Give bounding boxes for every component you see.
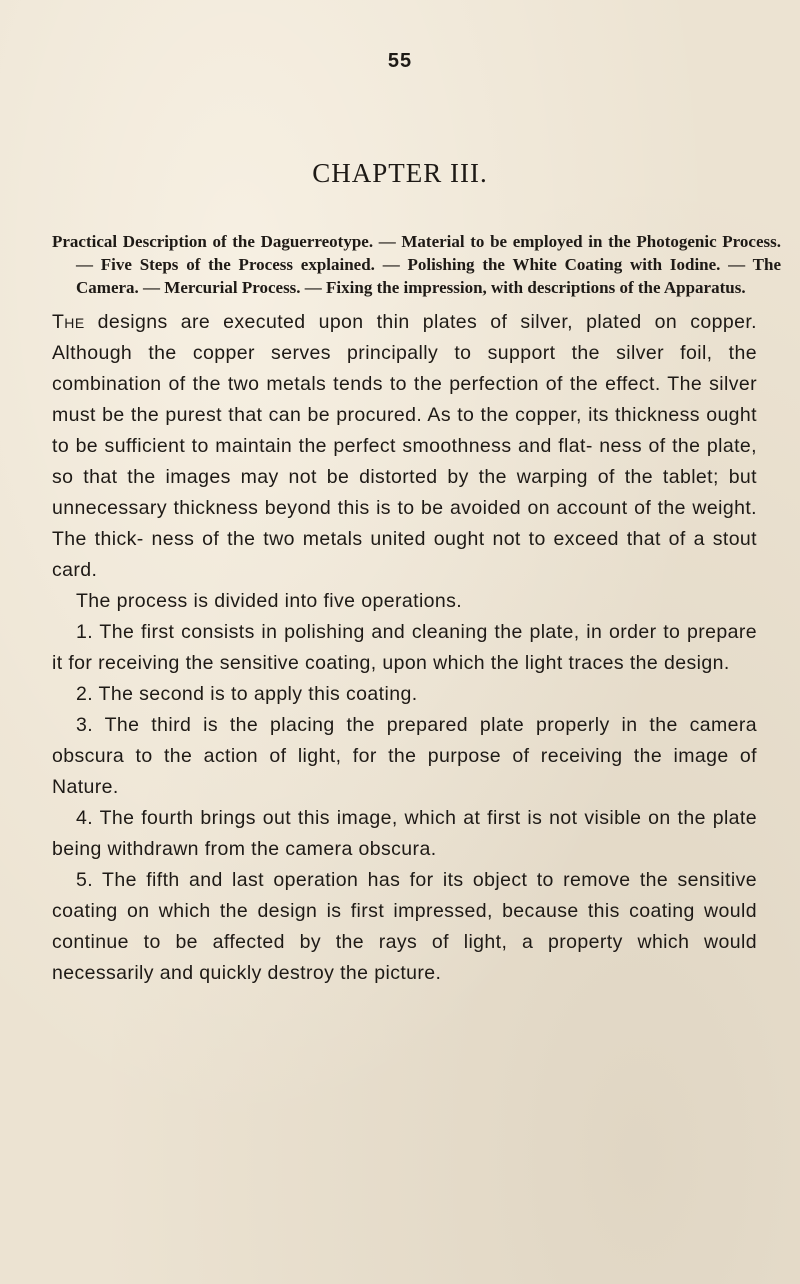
paragraph-operation-5: 5. The fifth and last operation has for its object to remove the sensitive coating on which the design is first impressed, because this coating would continue to be affected by the rays of light, a property which would necessarily and quickly destroy the picture.	[52, 869, 757, 984]
paragraph-operation-2: 2. The second is to apply this coating.	[76, 683, 418, 705]
paragraph-intro-operations: The process is divided into five operations.	[76, 590, 463, 612]
paragraph-operation-4: 4. The fourth brings out this image, which at first is not visible on the plate being withdrawn from the camera obscura.	[52, 807, 757, 860]
paragraph-opening-text: designs are executed upon thin plates of silver, plated on copper. Although the copper serves principally to support the silver foil, the combination of the two metals tends to the perfection of the effect. The silver must be the purest that can be procured. As to the copper, its thickness ought to be sufficient to maintain the perfect smoothness and flat- ness of the plate, so that the images may not be distorted by the warping of the tablet; but unnecessary thickness beyond this is to be avoided on account of the weight. The thick- ness of the two metals united ought not to exceed that of a stout card.	[52, 311, 757, 581]
body-text	[52, 307, 757, 989]
paragraph-opening	[52, 307, 757, 586]
paragraph-operation-3: 3. The third is the placing the prepared plate properly in the camera obscura to the action of light, for the purpose of receiving the image of Nature.	[52, 714, 757, 798]
paragraph-operation-1: 1. The first consists in polishing and cleaning the plate, in order to prepare it for receiving the sensitive coating, upon which the light traces the design.	[52, 621, 757, 674]
opening-word: The	[52, 311, 85, 333]
chapter-synopsis: Practical Description of the Daguerreotype. — Material to be employed in the Photogenic Process. — Five Steps of the Process explained. — Polishing the White Coating with Iodine. — The Camera. — Mercurial Process. — Fixing the impression, with descriptions of the Apparatus.	[52, 232, 781, 297]
page-number: 55	[387, 50, 413, 72]
chapter-title: CHAPTER III.	[312, 158, 488, 188]
